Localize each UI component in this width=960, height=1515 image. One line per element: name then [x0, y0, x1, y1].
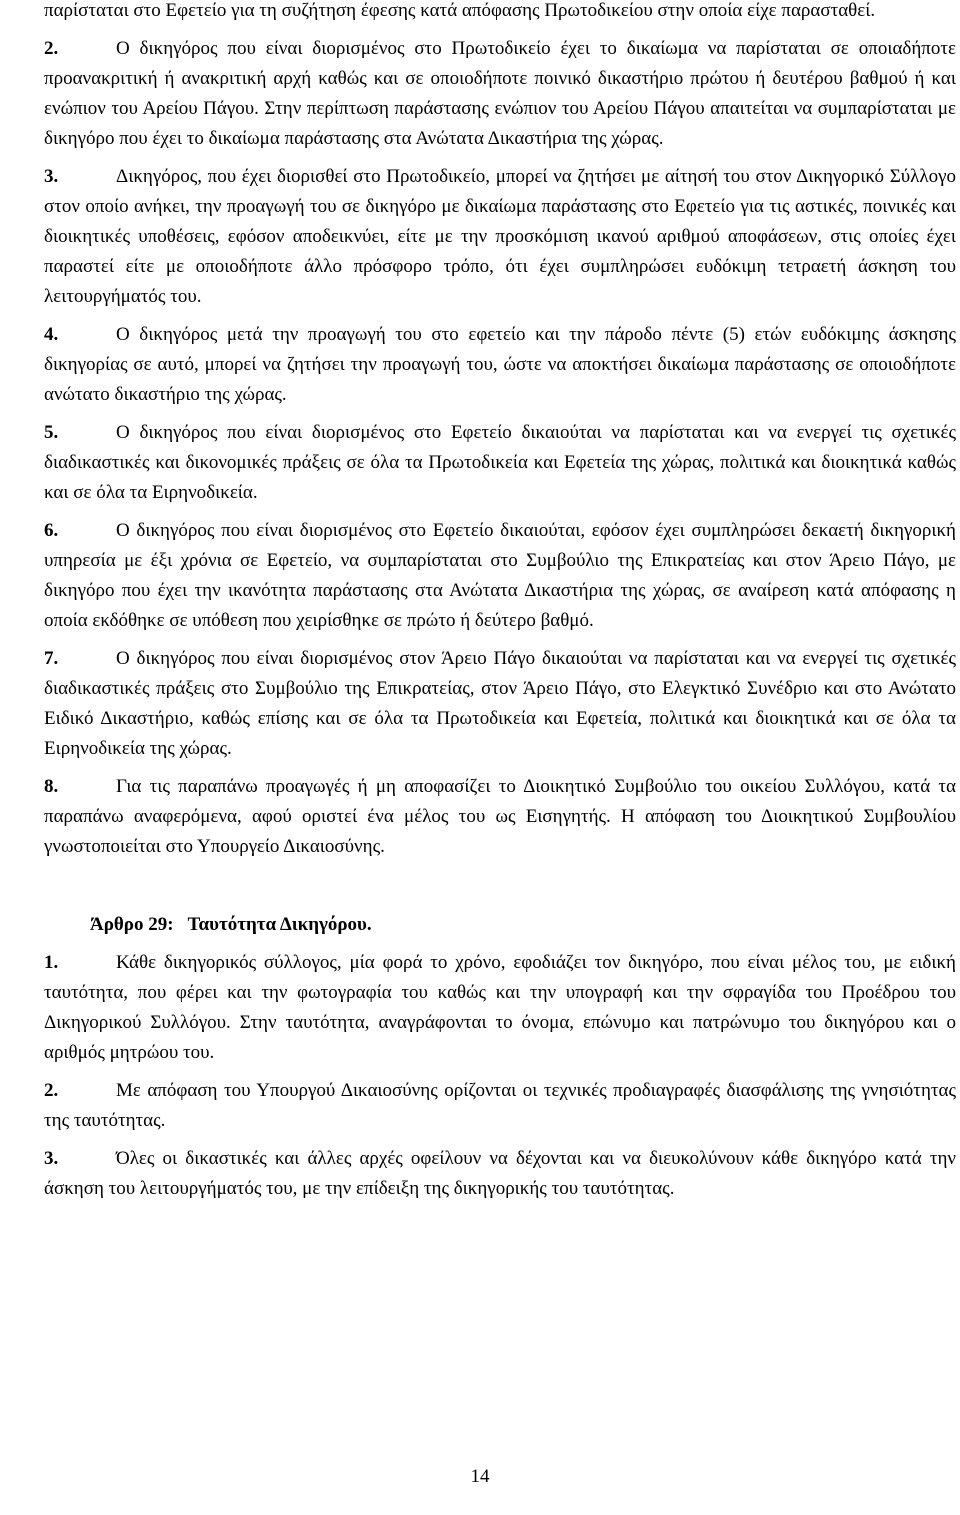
list-item [44, 1076, 956, 1136]
list-item [44, 516, 956, 636]
list-item [44, 418, 956, 508]
item-text: Όλες οι δικαστικές και άλλες αρχές οφείλουν να δέχονται και να διευκολύνουν κάθε δικηγόρο κατά την άσκηση του λειτουργήματός του, με την επίδειξη της δικηγορικής του ταυτότητας. [44, 1148, 956, 1199]
list-item [44, 948, 956, 1068]
list-item [44, 320, 956, 410]
intro-paragraph: παρίσταται στο Εφετείο για τη συζήτηση έφεσης κατά απόφασης Πρωτοδικείου στην οποία είχε παρασταθεί. [44, 0, 876, 21]
list-item [44, 1144, 956, 1204]
item-number: 6. [44, 520, 59, 541]
article-label: Άρθρο 29: [90, 914, 174, 935]
item-text: Για τις παραπάνω προαγωγές ή μη αποφασίζει το Διοικητικό Συμβούλιο του οικείου Συλλόγου, κατά τα παραπάνω αναφερόμενα, αφού οριστεί ένα μέλος του ως Εισηγητής. Η απόφαση του Διοικητικού Συμβουλίου γνωστοποιείται στο Υπουργείο Δικαιοσύνης. [44, 776, 956, 857]
item-text: Με απόφαση του Υπουργού Δικαιοσύνης ορίζονται οι τεχνικές προδιαγραφές διασφάλισης της γνησιότητας της ταυτότητας. [44, 1080, 956, 1131]
list-item [44, 644, 956, 764]
list-item [44, 772, 956, 862]
item-text: Ο δικηγόρος που είναι διορισμένος στο Εφετείο δικαιούται να παρίσταται και να ενεργεί τις σχετικές διαδικαστικές και δικονομικές πράξεις σε όλα τα Πρωτοδικεία και Εφετεία της χώρας, πολιτικά και διοικητικά καθώς και σε όλα τα Ειρηνοδικεία. [44, 422, 956, 503]
item-text: Ο δικηγόρος που είναι διορισμένος στο Εφετείο δικαιούται, εφόσον έχει συμπληρώσει δεκαετή δικηγορική υπηρεσία με έξι χρόνια σε Εφετείο, να συμπαρίσταται στο Συμβούλιο της Επικρατείας και στον Άρειο Πάγο, με δικηγόρο που έχει την ικανότητα παράστασης στα Ανώτατα Δικαστήρια της χώρας, σε αναίρεση κατά απόφασης η οποία εκδόθηκε σε υπόθεση που χειρίσθηκε σε πρώτο ή δεύτερο βαθμό. [44, 520, 956, 631]
list-item [44, 162, 956, 312]
item-number: 5. [44, 422, 59, 443]
list-item [44, 34, 956, 154]
item-number: 7. [44, 648, 59, 669]
item-text: Ο δικηγόρος που είναι διορισμένος στο Πρωτοδικείο έχει το δικαίωμα να παρίσταται σε οποιαδήποτε προανακριτική ή ανακριτική αρχή καθώς και σε οποιοδήποτε ποινικό δικαστήριο πρώτου ή δευτέρου βαθμού ή και ενώπιον του Αρείου Πάγου. Στην περίπτωση παράστασης ενώπιον του Αρείου Πάγου απαιτείται να συμπαρίσταται με δικηγόρο που έχει το δικαίωμα παράστασης στα Ανώτατα Δικαστήρια της χώρας. [44, 38, 956, 149]
document-page [44, 0, 956, 1204]
item-text: Ο δικηγόρος μετά την προαγωγή του στο εφετείο και την πάροδο πέντε (5) ετών ευδόκιμης άσκησης δικηγορίας σε αυτό, μπορεί να ζητήσει την προαγωγή του, ώστε να αποκτήσει δικαίωμα παράστασης σε οποιοδήποτε ανώτατο δικαστήριο της χώρας. [44, 324, 956, 405]
item-number: 2. [44, 1080, 59, 1101]
item-number: 1. [44, 952, 59, 973]
page-number: 14 [470, 1466, 490, 1487]
item-text: Ο δικηγόρος που είναι διορισμένος στον Άρειο Πάγο δικαιούται να παρίσταται και να ενεργεί τις σχετικές διαδικαστικές πράξεις στο Συμβούλιο της Επικρατείας, στον Άρειο Πάγο, στο Ελεγκτικό Συνέδριο και στο Ανώτατο Ειδικό Δικαστήριο, καθώς επίσης και σε όλα τα Πρωτοδικεία και Εφετεία, πολιτικά και διοικητικά και σε όλα τα Ειρηνοδικεία της χώρας. [44, 648, 956, 759]
section-items-a [44, 34, 956, 862]
item-text: Δικηγόρος, που έχει διορισθεί στο Πρωτοδικείο, μπορεί να ζητήσει με αίτησή του στον Δικηγορικό Σύλλογο στον οποίο ανήκει, την προαγωγή του σε δικηγόρο με δικαίωμα παράστασης στο Εφετείο για τις αστικές, ποινικές και διοικητικές υποθέσεις, εφόσον αποδεικνύει, είτε με την προσκόμιση ικανού αριθμού αποφάσεων, στις οποίες έχει παραστεί είτε με οποιοδήποτε άλλο πρόσφορο τρόπο, ότι έχει συμπληρώσει ευδόκιμη τετραετή άσκηση του λειτουργήματός του. [44, 166, 956, 307]
item-number: 2. [44, 38, 59, 59]
section-items-b [44, 948, 956, 1204]
item-number: 3. [44, 166, 59, 187]
item-text: Κάθε δικηγορικός σύλλογος, μία φορά το χρόνο, εφοδιάζει τον δικηγόρο, που είναι μέλος του, με ειδική ταυτότητα, που φέρει και την φωτογραφία του καθώς και την υπογραφή και την σφραγίδα του Προέδρου του Δικηγορικού Συλλόγου. Στην ταυτότητα, αναγράφονται το όνομα, επώνυμο και πατρώνυμο του δικηγόρου και ο αριθμός μητρώου του. [44, 952, 956, 1063]
item-number: 8. [44, 776, 59, 797]
article-title: Ταυτότητα Δικηγόρου. [187, 914, 372, 935]
item-number: 4. [44, 324, 59, 345]
item-number: 3. [44, 1148, 59, 1169]
article-heading [90, 910, 956, 940]
